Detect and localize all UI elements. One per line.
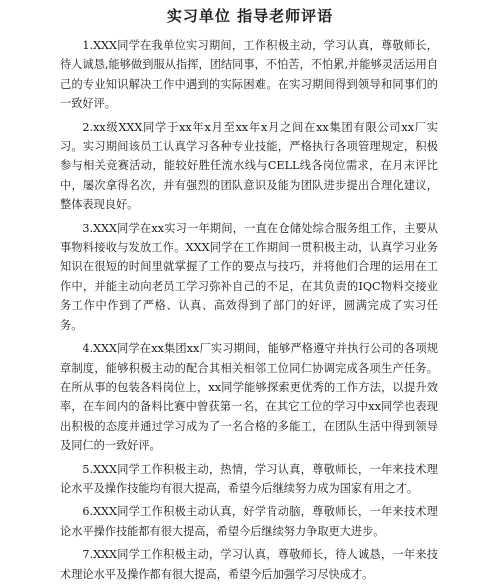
evaluation-paragraph-6: 6.XXX同学工作积极主动认真，好学肯动脑，尊敬师长，一年来技术理论水平操作技能都有很大提高，希望今后继续努力争取更大进步。 <box>60 505 438 538</box>
evaluation-paragraph-1: 1.XXX同学在我单位实习期间，工作积极主动，学习认真，尊敬师长，待人诚恳,能够做到服从指挥，团结同事，不怕苦，不怕累,并能够灵活运用自己的专业知识解决工作中遇到的实际困难。在实习期间得到领导和同事们的一致好评。 <box>60 39 438 111</box>
evaluation-paragraph-3: 3.XXX同学在xx实习一年期间，一直在仓储处综合服务组工作，主要从事物料接收与发放工作。XXX同学在工作期间一贯积极主动，认真学习业务知识在很短的时间里就掌握了工作的要点与技巧，并将他们合理的运用在工作中，并能主动向老员工学习弥补自己的不足，在其负责的IQC物料交接业务工作中作到了严格、认真、高效得到了部门的好评，圆满完成了实习任务。 <box>60 221 438 332</box>
evaluation-paragraph-7: 7.XXX同学工作积极主动，学习认真，尊敬师长，待人诚恳，一年来技术理论水平及操作都有很大提高，希望今后加强学习尽快成才。 <box>60 548 438 581</box>
evaluation-paragraph-5: 5.XXX同学工作积极主动，热情，学习认真，尊敬师长，一年来技术理论水平及操作技能均有很大提高，希望今后继续努力成为国家有用之才。 <box>60 462 438 495</box>
document-body <box>60 36 438 588</box>
evaluation-paragraph-2: 2.xx级XXX同学于xx年x月至xx年x月之间在xx集团有限公司xx厂实习。实习期间该员工认真学习各种专业技能，严格执行各项管理规定，积极参与相关竞赛活动，能较好胜任流水线与CELL线各岗位需求，在月末评比中，屡次拿得名次，并有强烈的团队意识及能为团队进步提出合理化建议，整体表现良好。 <box>60 120 438 212</box>
page-title: 实习单位 指导老师评语 <box>166 7 334 25</box>
evaluation-paragraph-4: 4.XXX同学在xx集团xx厂实习期间，能够严格遵守并执行公司的各项规章制度，能够积极主动的配合其相关相邻工位同仁协调完成各项生产任务。在所从事的包装各料岗位上，xx同学能够探索更优秀的工作方法，以提升效率，在车间内的备料比赛中曾获第一名，在其它工位的学习中xx同学也表现出积极的态度并通过学习成为了一名合格的多能工，在团队生活中得到领导及同仁的一致好评。 <box>60 342 438 453</box>
